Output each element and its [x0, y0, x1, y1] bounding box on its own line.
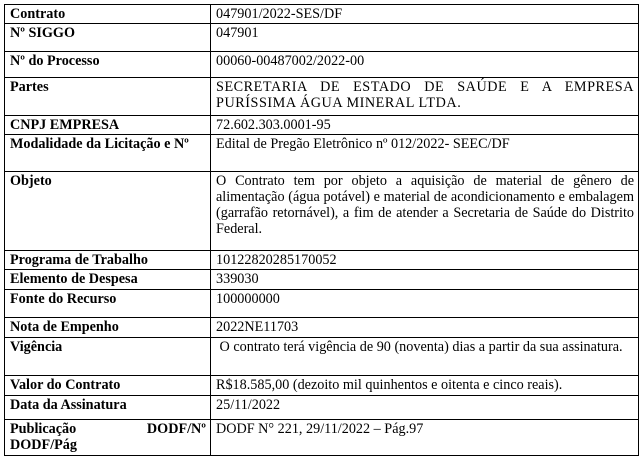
row-value-valor: R$18.585,00 (dezoito mil quinhentos e oitenta e cinco reais).: [211, 376, 639, 396]
table-row: [5, 5, 639, 24]
row-label-modalidade: Modalidade da Licitação e Nº: [5, 135, 211, 172]
row-label-elemento: Elemento de Despesa: [5, 270, 211, 290]
publicacao-label-word: Publicação: [10, 421, 77, 437]
table-row: [5, 420, 639, 456]
table-row: [5, 290, 639, 318]
row-value-siggo: 047901: [211, 24, 639, 52]
row-label-cnpj: CNPJ EMPRESA: [5, 116, 211, 135]
row-value-partes: SECRETARIA DE ESTADO DE SAÚDE E A EMPRESA PURÍSSIMA ÁGUA MINERAL LTDA.: [211, 78, 639, 116]
table-row: [5, 270, 639, 290]
table-row: [5, 172, 639, 251]
table-row: [5, 338, 639, 376]
publicacao-label-dodf-no: DODF/Nº: [146, 421, 206, 437]
row-label-publicacao: [5, 420, 211, 456]
row-value-programa: 10122820285170052: [211, 251, 639, 270]
table-row: [5, 78, 639, 116]
row-value-processo: 00060-00487002/2022-00: [211, 52, 639, 78]
row-label-partes: Partes: [5, 78, 211, 116]
table-row: [5, 376, 639, 396]
row-label-processo: Nº do Processo: [5, 52, 211, 78]
row-label-contrato: Contrato: [5, 5, 211, 24]
row-value-contrato: 047901/2022-SES/DF: [211, 5, 639, 24]
row-value-cnpj: 72.602.303.0001-95: [211, 116, 639, 135]
row-value-publicacao: DODF N° 221, 29/11/2022 – Pág.97: [211, 420, 639, 456]
row-value-empenho: 2022NE11703: [211, 318, 639, 338]
table-row: [5, 251, 639, 270]
row-value-fonte: 100000000: [211, 290, 639, 318]
row-label-vigencia: Vigência: [5, 338, 211, 376]
table-row: [5, 24, 639, 52]
row-label-assinatura: Data da Assinatura: [5, 396, 211, 420]
publicacao-label-dodf-pag: DODF/Pág: [10, 437, 77, 453]
row-value-assinatura: 25/11/2022: [211, 396, 639, 420]
row-value-elemento: 339030: [211, 270, 639, 290]
row-label-fonte: Fonte do Recurso: [5, 290, 211, 318]
row-value-objeto: O Contrato tem por objeto a aquisição de material de gênero de alimentação (água potável) e material de acondicionamento e embalagem (garrafão retornável), a fim de atender a Secretaria de Saúde do Distrito Federal.: [211, 172, 639, 251]
row-label-programa: Programa de Trabalho: [5, 251, 211, 270]
row-label-empenho: Nota de Empenho: [5, 318, 211, 338]
publicacao-label-line: [10, 421, 206, 437]
table-row: [5, 52, 639, 78]
row-label-siggo: Nº SIGGO: [5, 24, 211, 52]
table-row: [5, 396, 639, 420]
row-value-vigencia: O contrato terá vigência de 90 (noventa) dias a partir da sua assinatura.: [211, 338, 639, 376]
table-row: [5, 318, 639, 338]
table-row: [5, 135, 639, 172]
row-label-objeto: Objeto: [5, 172, 211, 251]
contract-summary-table: [4, 4, 639, 456]
row-value-modalidade: Edital de Pregão Eletrônico nº 012/2022- SEEC/DF: [211, 135, 639, 172]
table-row: [5, 116, 639, 135]
row-label-valor: Valor do Contrato: [5, 376, 211, 396]
